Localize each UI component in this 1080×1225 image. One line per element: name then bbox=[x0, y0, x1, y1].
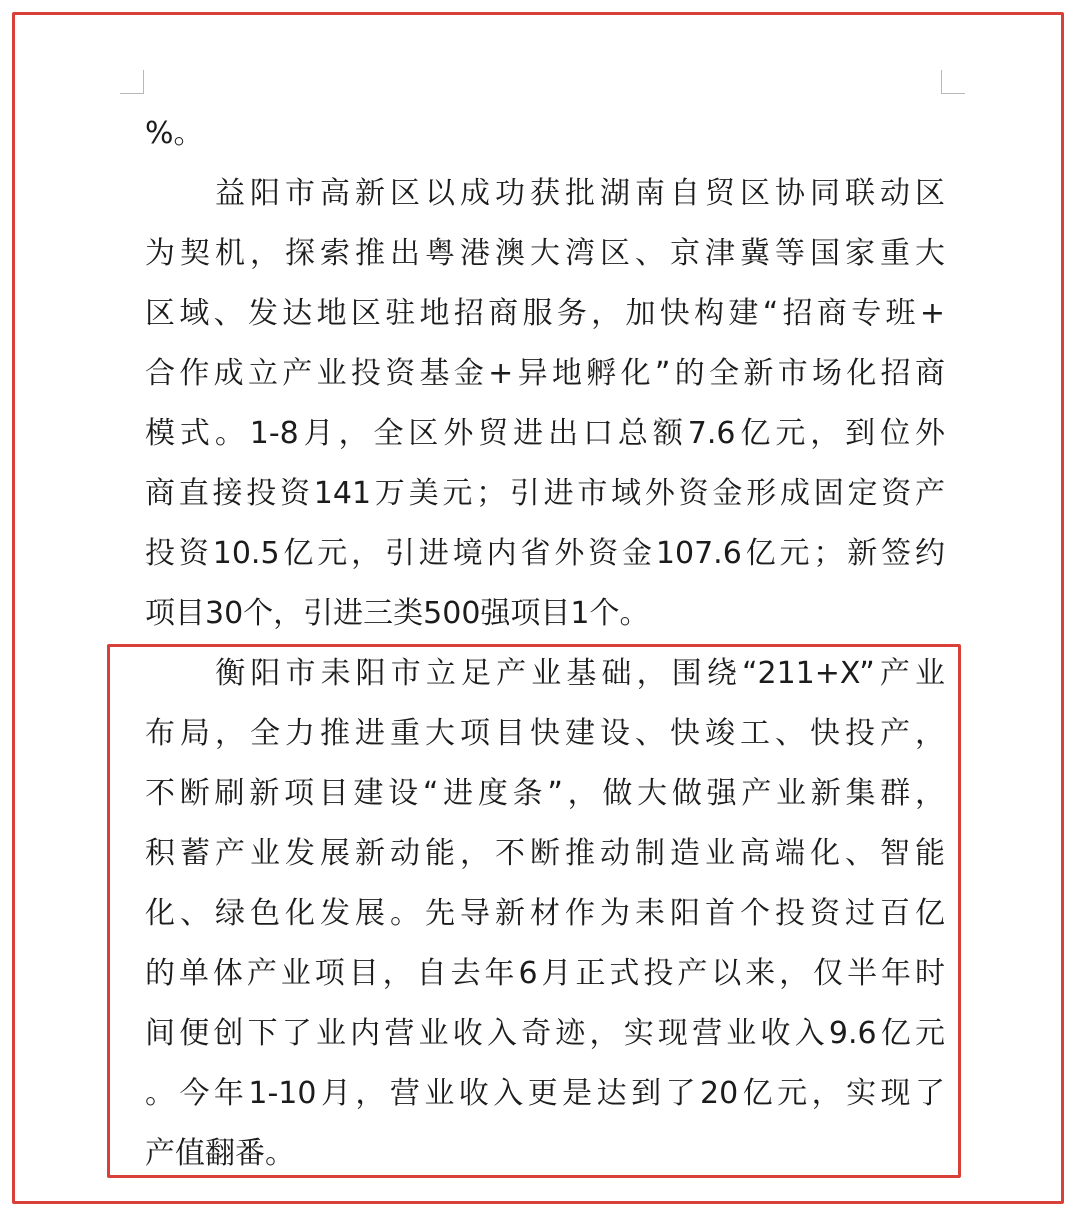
text-line: 化、绿色化发展。先导新材作为耒阳首个投资过百亿 bbox=[145, 896, 945, 931]
text-line: 。今年1-10月，营业收入更是达到了20亿元，实现了 bbox=[145, 1076, 945, 1111]
paragraph-highlight-frame bbox=[107, 644, 961, 1178]
text-line: 积蓄产业发展新动能，不断推动制造业高端化、智能 bbox=[145, 836, 945, 871]
text-line: 布局，全力推进重大项目快建设、快竣工、快投产， bbox=[145, 716, 945, 751]
text-line: 区域、发达地区驻地招商服务，加快构建“招商专班+ bbox=[145, 296, 945, 331]
text-line: 项目30个，引进三类500强项目1个。 bbox=[145, 596, 650, 631]
text-line: 不断刷新项目建设“进度条”，做大做强产业新集群， bbox=[145, 776, 945, 811]
margin-corner-top-left bbox=[120, 70, 144, 94]
text-line: 的单体产业项目，自去年6月正式投产以来，仅半年时 bbox=[145, 956, 945, 991]
text-line: 间便创下了业内营业收入奇迹，实现营业收入9.6亿元 bbox=[145, 1016, 945, 1051]
text-line: 投资10.5亿元，引进境内省外资金107.6亿元；新签约 bbox=[145, 536, 945, 571]
text-line: %。 bbox=[145, 116, 204, 151]
text-line: 为契机，探索推出粤港澳大湾区、京津冀等国家重大 bbox=[145, 236, 945, 271]
text-line: 益阳市高新区以成功获批湖南自贸区协同联动区 bbox=[145, 176, 945, 211]
text-line: 合作成立产业投资基金+异地孵化”的全新市场化招商 bbox=[145, 356, 945, 391]
text-line: 模式。1-8月，全区外贸进出口总额7.6亿元，到位外 bbox=[145, 416, 945, 451]
text-line: 衡阳市耒阳市立足产业基础，围绕“211+X”产业 bbox=[145, 656, 945, 691]
margin-corner-top-right bbox=[941, 70, 965, 94]
text-line: 产值翻番。 bbox=[145, 1136, 295, 1171]
text-line: 商直接投资141万美元；引进市域外资金形成固定资产 bbox=[145, 476, 945, 511]
